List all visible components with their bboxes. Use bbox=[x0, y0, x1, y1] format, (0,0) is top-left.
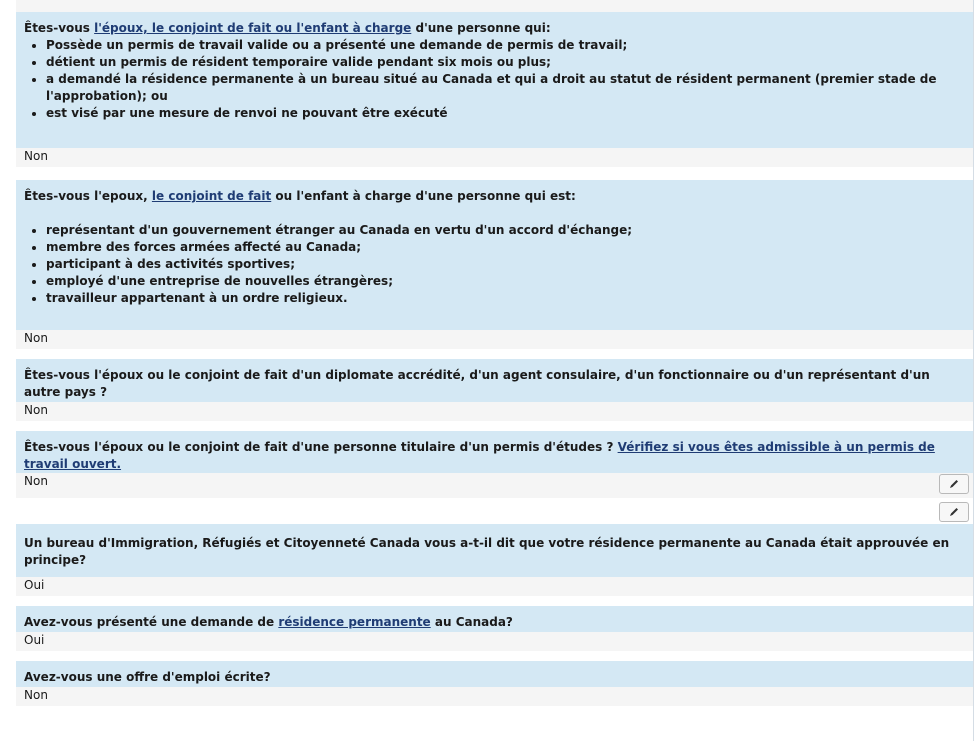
question-1-link[interactable]: l'époux, le conjoint de fait ou l'enfant à charge bbox=[94, 21, 412, 35]
question-7 bbox=[16, 661, 973, 687]
question-2 bbox=[16, 180, 973, 330]
open-work-permit-link[interactable]: Vérifiez si vous êtes admissible à un permis de travail ouvert. bbox=[24, 440, 935, 471]
spacer bbox=[16, 167, 973, 180]
top-strip bbox=[16, 0, 973, 12]
answer-5: Oui bbox=[16, 577, 973, 596]
list-item: • est visé par une mesure de renvoi ne pouvant être exécuté bbox=[46, 105, 965, 122]
question-3-text: Êtes-vous l'époux ou le conjoint de fait d'un diplomate accrédité, d'un agent consulaire, d'un fonctionnaire ou d'un représentant d'un autre pays ? bbox=[24, 368, 930, 399]
question-2-pre: Êtes-vous l'epoux, bbox=[24, 189, 152, 203]
answer-3: Non bbox=[16, 402, 973, 421]
edit-button[interactable] bbox=[939, 502, 969, 522]
answer-2: Non bbox=[16, 330, 973, 349]
question-2-list bbox=[24, 222, 965, 307]
answer-7: Non bbox=[16, 687, 973, 706]
question-2-post: ou l'enfant à charge d'une personne qui est: bbox=[271, 189, 576, 203]
spacer bbox=[16, 421, 973, 431]
question-6-post: au Canada? bbox=[430, 615, 513, 629]
list-item: • travailleur appartenant à un ordre religieux. bbox=[46, 290, 965, 307]
list-item: • employé d'une entreprise de nouvelles étrangères; bbox=[46, 273, 965, 290]
question-6-pre: Avez-vous présenté une demande de bbox=[24, 615, 279, 629]
question-1-list bbox=[24, 37, 965, 122]
permanent-residence-link[interactable]: résidence permanente bbox=[278, 615, 431, 629]
question-1-post: d'une personne qui: bbox=[411, 21, 551, 35]
list-item: • participant à des activités sportives; bbox=[46, 256, 965, 273]
edit-button[interactable] bbox=[939, 474, 969, 494]
list-item: • a demandé la résidence permanente à un bureau situé au Canada et qui a droit au statut de résident permanent (premier stade de l'approbation); ou bbox=[46, 71, 965, 105]
empty-row bbox=[16, 498, 973, 524]
question-6 bbox=[16, 606, 973, 632]
spacer bbox=[16, 651, 973, 661]
question-5-text: Un bureau d'Immigration, Réfugiés et Citoyenneté Canada vous a-t-il dit que votre résidence permanente au Canada était approuvée en principe? bbox=[24, 536, 950, 567]
answer-6: Oui bbox=[16, 632, 973, 651]
answer-1: Non bbox=[16, 148, 973, 167]
list-item: • détient un permis de résident temporaire valide pendant six mois ou plus; bbox=[46, 54, 965, 71]
answer-4 bbox=[16, 473, 973, 498]
pencil-icon bbox=[948, 478, 960, 490]
questionnaire-summary bbox=[16, 0, 974, 741]
list-item: • Possède un permis de travail valide ou a présenté une demande de permis de travail; bbox=[46, 37, 965, 54]
question-1-pre: Êtes-vous bbox=[24, 21, 95, 35]
question-7-text: Avez-vous une offre d'emploi écrite? bbox=[24, 670, 271, 684]
list-item: • représentant d'un gouvernement étranger au Canada en vertu d'un accord d'échange; bbox=[46, 222, 965, 239]
pencil-icon bbox=[948, 506, 960, 518]
question-1 bbox=[16, 12, 973, 148]
question-5 bbox=[16, 529, 973, 577]
question-3 bbox=[16, 359, 973, 402]
list-item: • membre des forces armées affecté au Canada; bbox=[46, 239, 965, 256]
question-4 bbox=[16, 431, 973, 473]
question-4-pre: Êtes-vous l'époux ou le conjoint de fait d'une personne titulaire d'un permis d'études ? bbox=[24, 440, 618, 454]
spacer bbox=[16, 349, 973, 359]
answer-4-text: Non bbox=[24, 474, 48, 488]
spacer bbox=[16, 596, 973, 606]
question-2-link[interactable]: le conjoint de fait bbox=[151, 189, 272, 203]
